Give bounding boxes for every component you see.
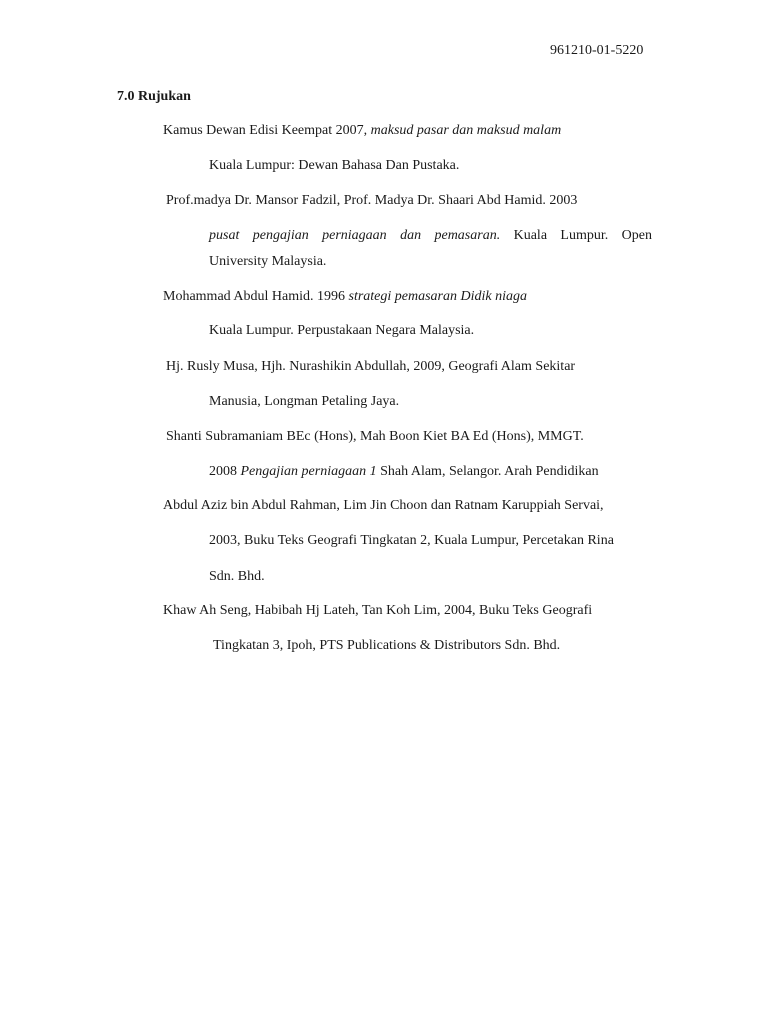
reference-2-line-3: University Malaysia. xyxy=(209,254,327,269)
reference-3-italic-title: strategi pemasaran Didik niaga xyxy=(348,289,527,304)
header-id-number: 961210-01-5220 xyxy=(550,43,644,58)
reference-7-line-1: Khaw Ah Seng, Habibah Hj Lateh, Tan Koh Lim, 2004, Buku Teks Geografi xyxy=(163,603,593,618)
reference-2-line-2 xyxy=(209,227,652,245)
reference-1-line-2: Kuala Lumpur: Dewan Bahasa Dan Pustaka. xyxy=(209,158,460,173)
reference-6-line-1: Abdul Aziz bin Abdul Rahman, Lim Jin Choon dan Ratnam Karuppiah Servai, xyxy=(163,498,604,513)
reference-1-italic-title: maksud pasar dan maksud malam xyxy=(370,123,562,138)
reference-5-year: 2008 xyxy=(209,464,241,479)
reference-5-line-1: Shanti Subramaniam BEc (Hons), Mah Boon Kiet BA Ed (Hons), MMGT. xyxy=(166,429,584,444)
reference-1-line-1 xyxy=(163,122,561,140)
reference-6-line-3: Sdn. Bhd. xyxy=(209,569,265,584)
reference-5-publisher: Shah Alam, Selangor. Arah Pendidikan xyxy=(376,464,599,479)
section-title: 7.0 Rujukan xyxy=(117,89,191,104)
reference-3-line-2: Kuala Lumpur. Perpustakaan Negara Malaysia. xyxy=(209,323,475,338)
reference-4-line-1: Hj. Rusly Musa, Hjh. Nurashikin Abdullah, 2009, Geografi Alam Sekitar xyxy=(166,359,576,374)
reference-2-italic-title: pusat pengajian perniagaan dan pemasaran. xyxy=(209,228,501,243)
reference-1-text: Kamus Dewan Edisi Keempat 2007, xyxy=(163,123,371,138)
reference-2-publisher: Kuala Lumpur. Open xyxy=(500,228,652,243)
reference-2-line-1: Prof.madya Dr. Mansor Fadzil, Prof. Madya Dr. Shaari Abd Hamid. 2003 xyxy=(166,193,578,208)
reference-7-line-2: Tingkatan 3, Ipoh, PTS Publications & Distributors Sdn. Bhd. xyxy=(213,638,561,653)
reference-4-line-2: Manusia, Longman Petaling Jaya. xyxy=(209,394,400,409)
reference-5-italic-title: Pengajian perniagaan 1 xyxy=(240,464,377,479)
reference-6-line-2: 2003, Buku Teks Geografi Tingkatan 2, Kuala Lumpur, Percetakan Rina xyxy=(209,533,614,548)
reference-5-line-2 xyxy=(209,463,599,481)
reference-3-line-1 xyxy=(163,288,527,306)
reference-3-text: Mohammad Abdul Hamid. 1996 xyxy=(163,289,349,304)
